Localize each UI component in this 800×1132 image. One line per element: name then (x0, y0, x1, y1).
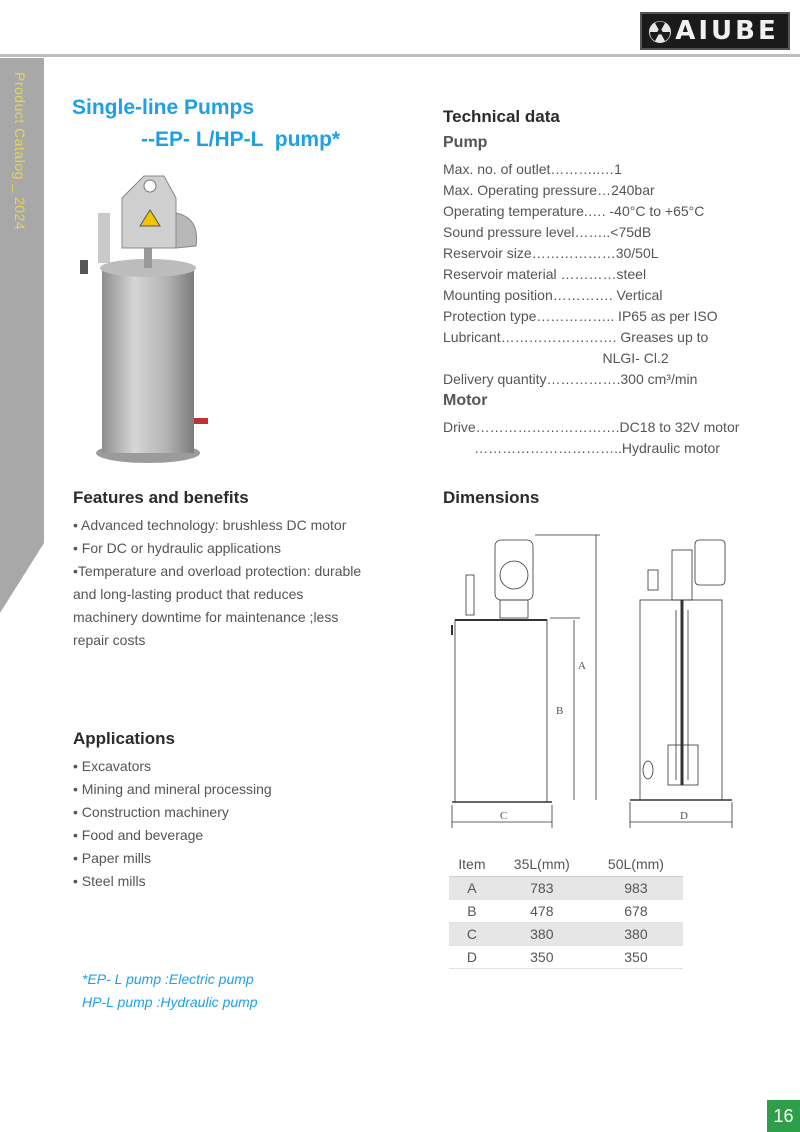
brand-logo (640, 12, 790, 50)
spec-line: Max. no. of outlet………..…1 (443, 161, 622, 177)
spec-line: Reservoir size………………30/50L (443, 245, 659, 261)
dimension-label-c: C (500, 810, 508, 822)
footnote-hp: HP-L pump :Hydraulic pump (82, 994, 258, 1010)
spec-line: Delivery quantity…………….300 cm³/min (443, 371, 698, 387)
spec-line: NLGI- Cl.2 (443, 350, 669, 366)
table-cell: C (449, 922, 495, 945)
list-item: • For DC or hydraulic applications (73, 540, 281, 556)
table-cell: 350 (495, 945, 589, 968)
applications-heading: Applications (73, 729, 176, 748)
table-row (449, 899, 683, 922)
page-title: Single-line Pumps (72, 96, 255, 119)
features-list (73, 514, 361, 652)
list-item: • Construction machinery (73, 804, 229, 820)
spec-line: Mounting position…………. Vertical (443, 287, 663, 303)
table-row (449, 945, 683, 968)
spec-line: Lubricant……………………. Greases up to (443, 329, 709, 345)
pump-product-image (72, 168, 232, 468)
table-cell: 678 (589, 899, 683, 922)
spec-line: …………………………..Hydraulic motor (443, 440, 720, 456)
table-row (449, 876, 683, 899)
dimension-label-d: D (680, 810, 688, 822)
spec-line: Drive………………………….DC18 to 32V motor (443, 419, 740, 435)
features-heading: Features and benefits (73, 488, 249, 507)
spec-line: Sound pressure level……..<75dB (443, 224, 652, 240)
list-item: • Mining and mineral processing (73, 781, 272, 797)
dimension-label-b: B (556, 705, 564, 717)
dimensions-table (449, 853, 683, 969)
list-item: machinery downtime for maintenance ;less (73, 609, 339, 625)
dimension-label-a: A (578, 660, 586, 672)
table-cell: 783 (495, 876, 589, 899)
table-cell: 350 (589, 945, 683, 968)
pump-heading: Pump (443, 134, 488, 151)
column-header: 50L(mm) (589, 853, 683, 876)
radiation-symbol-icon (648, 20, 672, 44)
spec-line: Operating temperature.…. -40°C to +65°C (443, 203, 705, 219)
page-subtitle: --EP- L/HP-L pump* (141, 128, 341, 151)
list-item: • Steel mills (73, 873, 146, 889)
table-cell: A (449, 876, 495, 899)
logo-text: AIUBE (675, 16, 779, 46)
spec-line: Protection type…………….. IP65 as per ISO (443, 308, 718, 324)
spec-line: Reservoir material …………steel (443, 266, 647, 282)
column-header: 35L(mm) (495, 853, 589, 876)
header-divider (0, 54, 800, 57)
list-item: repair costs (73, 632, 146, 648)
list-item: • Excavators (73, 758, 152, 774)
page-number: 16 (767, 1100, 800, 1132)
table-cell: 380 (589, 922, 683, 945)
table-cell: 478 (495, 899, 589, 922)
catalog-label: Product Catalog _ 2024 (12, 72, 28, 231)
table-header-row (449, 853, 683, 876)
applications-list (73, 755, 272, 893)
table-row (449, 922, 683, 945)
list-item: • Paper mills (73, 850, 152, 866)
dimensions-heading: Dimensions (443, 488, 540, 507)
technical-heading: Technical data (443, 107, 560, 126)
motor-heading: Motor (443, 392, 488, 409)
list-item: •Temperature and overload protection: durable (73, 563, 362, 579)
spec-line: Max. Operating pressure…240bar (443, 182, 655, 198)
list-item: • Food and beverage (73, 827, 204, 843)
table-cell: D (449, 945, 495, 968)
list-item: and long-lasting product that reduces (73, 586, 304, 602)
table-cell: 380 (495, 922, 589, 945)
list-item: • Advanced technology: brushless DC motor (73, 517, 347, 533)
footnote-ep: *EP- L pump :Electric pump (82, 971, 254, 987)
table-cell: B (449, 899, 495, 922)
table-cell: 983 (589, 876, 683, 899)
column-header: Item (449, 853, 495, 876)
dimension-drawing (440, 530, 745, 830)
